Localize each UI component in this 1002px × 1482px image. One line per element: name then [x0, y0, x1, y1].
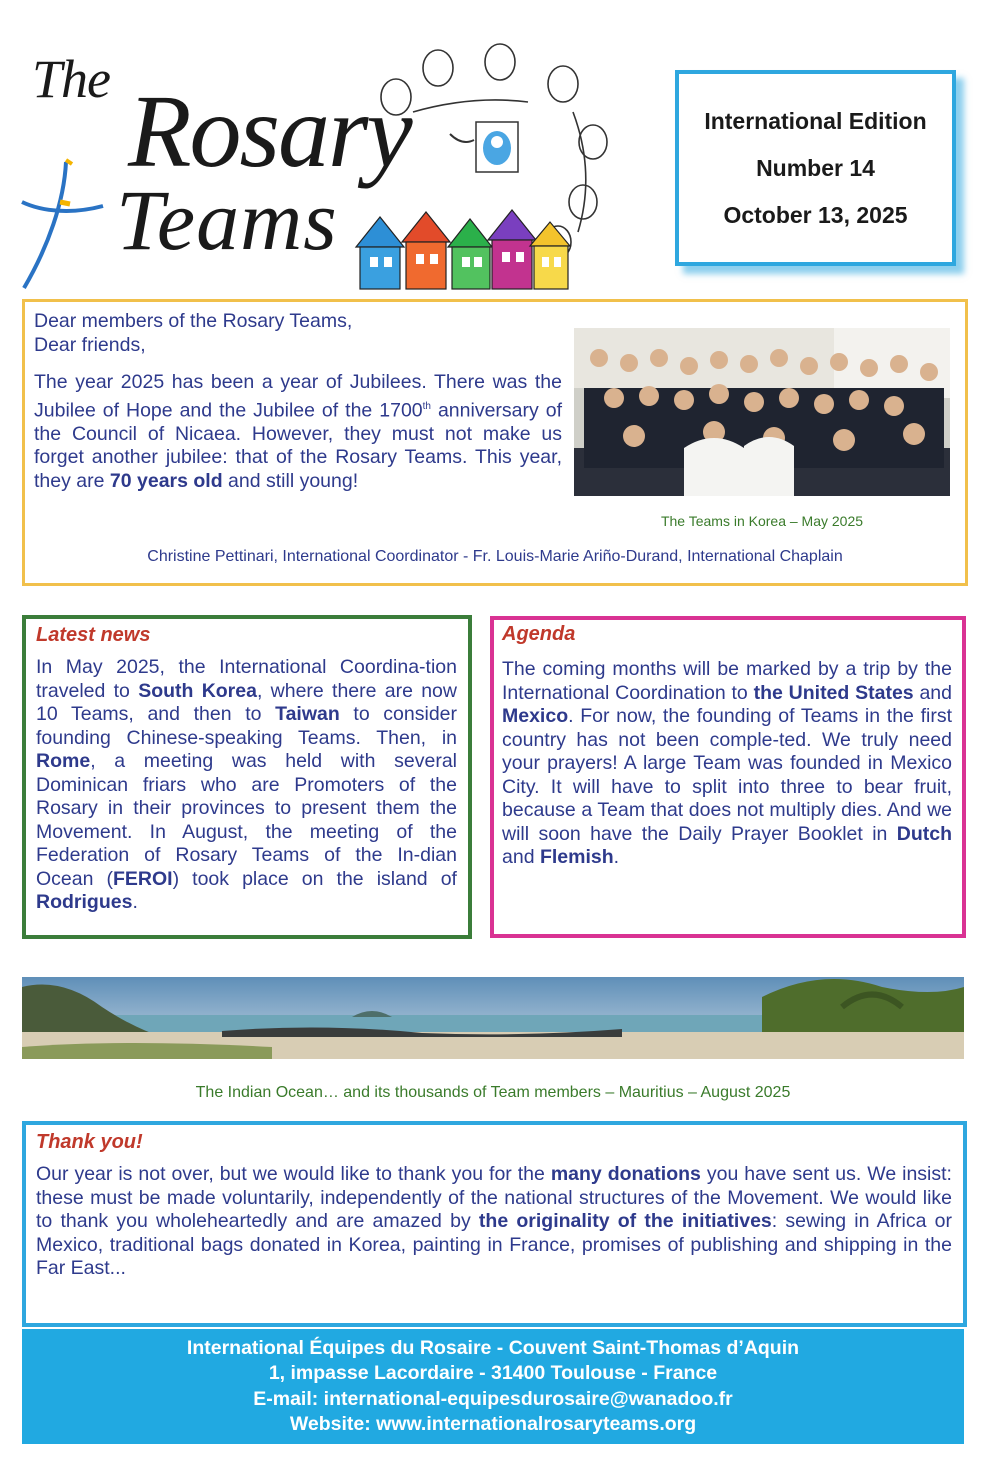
agenda-text: The coming months will be marked by a trip by the International Coordination to the United States and Mexico. For now, the founding of Teams in the first country has not been comple-ted. We truly need your prayers! A large Team was founded in Mexico City. It will have to split into three to bear fruit, because a Team that does not multiply dies. And we will soon have the Daily Prayer Booklet in Dutch and Flemish.: [502, 658, 952, 868]
edition-label: International Edition: [704, 107, 927, 134]
greeting-line-2: Dear friends,: [34, 333, 146, 356]
footer-contact: [22, 1329, 964, 1444]
footer-address: 1, impasse Lacordaire - 31400 Toulouse - France: [268, 1362, 718, 1384]
houses-icon: [356, 210, 570, 289]
edition-box: [675, 70, 956, 266]
issue-date: October 13, 2025: [723, 201, 908, 228]
intro-paragraph: The year 2025 has been a year of Jubilees. There was the Jubilee of Hope and the Jubilee of the 1700th anniversary of the Council of Nicaea. However, they must not make us forget another jubilee: that of the Rosary Teams. This year, they are 70 years old and still young!: [34, 371, 562, 492]
photo-caption: The Teams in Korea – May 2025: [660, 513, 864, 529]
korea-team-photo: [574, 328, 950, 496]
intro-letter: [34, 310, 562, 493]
issue-number: Number 14: [756, 154, 875, 181]
signature: Christine Pettinari, International Coordinator - Fr. Louis-Marie Ariño-Durand, International Chaplain: [147, 548, 843, 565]
latest-news-title: Latest news: [36, 624, 151, 646]
footer-website[interactable]: Website: www.internationalrosaryteams.org: [289, 1413, 697, 1435]
panorama-caption: The Indian Ocean… and its thousands of Team members – Mauritius – August 2025: [195, 1084, 791, 1101]
logo-rosary: Rosary: [128, 74, 411, 189]
footer-organization: International Équipes du Rosaire - Couvent Saint-Thomas d’Aquin: [186, 1336, 800, 1359]
mary-icon: [450, 122, 518, 172]
greeting-line-1: Dear members of the Rosary Teams,: [34, 310, 353, 332]
thank-you-text: Our year is not over, but we would like to thank you for the many donations you have sent us. We insist: these must be made voluntarily, independently of the national structures of the Movement. We would like to thank you wholeheartedly and are amazed by the originality of the initiatives: sewing in Africa or Mexico, traditional bags donated in Korea, painting in France, promises of publishing and shipping in the Far East...: [36, 1163, 953, 1279]
thank-you-title: Thank you!: [36, 1131, 143, 1153]
mauritius-panorama: [22, 977, 964, 1059]
footer-email[interactable]: E-mail: international-equipesdurosaire@wanadoo.fr: [253, 1387, 733, 1410]
logo-teams: Teams: [116, 172, 338, 268]
logo-the: The: [32, 49, 110, 109]
cross-icon: [24, 162, 66, 288]
latest-news-text: In May 2025, the International Coordina-tion traveled to South Korea, where there are now 10 Teams, and then to Taiwan to consider founding Chinese-speaking Teams. Then, in Rome, a meeting was held with several Dominican friars who are Promoters of the Rosary in their provinces to present them the Movement. In August, the meeting of the Federation of Rosary Teams of the In-dian Ocean (FEROI) took place on the island of Rodrigues.: [36, 656, 457, 913]
agenda-title: Agenda: [502, 623, 576, 645]
